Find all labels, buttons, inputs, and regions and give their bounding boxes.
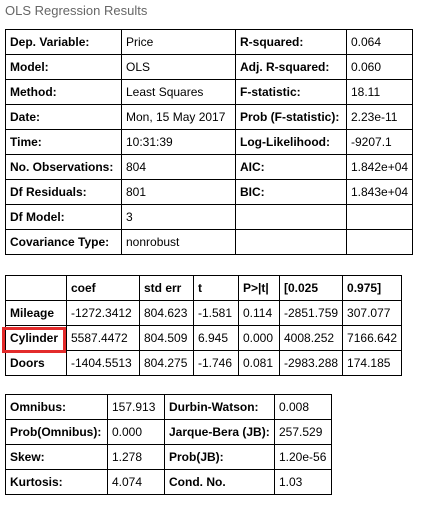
cond-no-value: 1.03: [275, 470, 332, 495]
table-row: [6, 470, 332, 495]
table-row: [6, 155, 413, 180]
table-cell: 804.509: [140, 326, 194, 351]
row-label: Doors: [6, 351, 67, 376]
jarque-bera-label: Jarque-Bera (JB):: [165, 420, 275, 445]
table-cell: 804.275: [140, 351, 194, 376]
kurtosis-value: 4.074: [108, 470, 165, 495]
omnibus-label: Omnibus:: [6, 395, 108, 420]
prob-omnibus-label: Prob(Omnibus):: [6, 420, 108, 445]
date-label: Date:: [6, 105, 122, 130]
dep-variable-value: Price: [122, 30, 236, 55]
df-model-value: 3: [122, 205, 236, 230]
time-label: Time:: [6, 130, 122, 155]
table-row: [6, 180, 413, 205]
no-observations-value: 804: [122, 155, 236, 180]
table-cell: -1272.3412: [67, 301, 140, 326]
r-squared-label: R-squared:: [236, 30, 347, 55]
header-cell: 0.975]: [343, 276, 402, 301]
adj-r-squared-label: Adj. R-squared:: [236, 55, 347, 80]
diagnostics-table: [5, 394, 332, 495]
table-row: [6, 55, 413, 80]
table-row: [6, 105, 413, 130]
jarque-bera-value: 257.529: [275, 420, 332, 445]
table-row: [6, 445, 332, 470]
header-cell: t: [194, 276, 239, 301]
time-value: 10:31:39: [122, 130, 236, 155]
table-cell: 7166.642: [343, 326, 402, 351]
table-cell: -1.581: [194, 301, 239, 326]
table-row: [6, 30, 413, 55]
header-cell: [6, 276, 67, 301]
table-row: [6, 326, 402, 351]
omnibus-value: 157.913: [108, 395, 165, 420]
table-row: [6, 80, 413, 105]
header-cell: P>|t|: [239, 276, 280, 301]
table-cell: 174.185: [343, 351, 402, 376]
r-squared-value: 0.064: [347, 30, 413, 55]
df-residuals-label: Df Residuals:: [6, 180, 122, 205]
prob-omnibus-value: 0.000: [108, 420, 165, 445]
row-label: Cylinder: [6, 326, 67, 351]
table-cell: -2983.288: [280, 351, 343, 376]
durbin-watson-value: 0.008: [275, 395, 332, 420]
empty-cell: [347, 230, 413, 255]
log-likelihood-value: -9207.1: [347, 130, 413, 155]
prob-jb-label: Prob(JB):: [165, 445, 275, 470]
no-observations-label: No. Observations:: [6, 155, 122, 180]
table-cell: 4008.252: [280, 326, 343, 351]
prob-f-statistic-value: 2.23e-11: [347, 105, 413, 130]
f-statistic-label: F-statistic:: [236, 80, 347, 105]
prob-jb-value: 1.20e-56: [275, 445, 332, 470]
table-row: [6, 351, 402, 376]
f-statistic-value: 18.11: [347, 80, 413, 105]
covariance-type-label: Covariance Type:: [6, 230, 122, 255]
table-cell: 0.000: [239, 326, 280, 351]
table-cell: 0.081: [239, 351, 280, 376]
table-caption: OLS Regression Results: [5, 3, 148, 18]
aic-label: AIC:: [236, 155, 347, 180]
table-row: [6, 130, 413, 155]
df-residuals-value: 801: [122, 180, 236, 205]
bic-value: 1.843e+04: [347, 180, 413, 205]
skew-label: Skew:: [6, 445, 108, 470]
cond-no-label: Cond. No.: [165, 470, 275, 495]
model-label: Model:: [6, 55, 122, 80]
header-cell: [0.025: [280, 276, 343, 301]
date-value: Mon, 15 May 2017: [122, 105, 236, 130]
method-value: Least Squares: [122, 80, 236, 105]
table-row: [6, 205, 413, 230]
table-row: [6, 301, 402, 326]
skew-value: 1.278: [108, 445, 165, 470]
method-label: Method:: [6, 80, 122, 105]
prob-f-statistic-label: Prob (F-statistic):: [236, 105, 347, 130]
empty-cell: [236, 230, 347, 255]
table-row: [6, 420, 332, 445]
empty-cell: [236, 205, 347, 230]
dep-variable-label: Dep. Variable:: [6, 30, 122, 55]
empty-cell: [347, 205, 413, 230]
bic-label: BIC:: [236, 180, 347, 205]
header-cell: coef: [67, 276, 140, 301]
table-cell: 307.077: [343, 301, 402, 326]
model-summary-table: [5, 29, 413, 255]
log-likelihood-label: Log-Likelihood:: [236, 130, 347, 155]
adj-r-squared-value: 0.060: [347, 55, 413, 80]
row-label: Mileage: [6, 301, 67, 326]
table-cell: 6.945: [194, 326, 239, 351]
table-cell: -2851.759: [280, 301, 343, 326]
covariance-type-value: nonrobust: [122, 230, 236, 255]
table-header-row: [6, 276, 402, 301]
aic-value: 1.842e+04: [347, 155, 413, 180]
table-cell: 804.623: [140, 301, 194, 326]
table-cell: -1.746: [194, 351, 239, 376]
coefficients-table: [5, 275, 402, 376]
table-row: [6, 395, 332, 420]
model-value: OLS: [122, 55, 236, 80]
durbin-watson-label: Durbin-Watson:: [165, 395, 275, 420]
table-cell: 5587.4472: [67, 326, 140, 351]
table-cell: 0.114: [239, 301, 280, 326]
kurtosis-label: Kurtosis:: [6, 470, 108, 495]
header-cell: std err: [140, 276, 194, 301]
df-model-label: Df Model:: [6, 205, 122, 230]
table-row: [6, 230, 413, 255]
table-cell: -1404.5513: [67, 351, 140, 376]
